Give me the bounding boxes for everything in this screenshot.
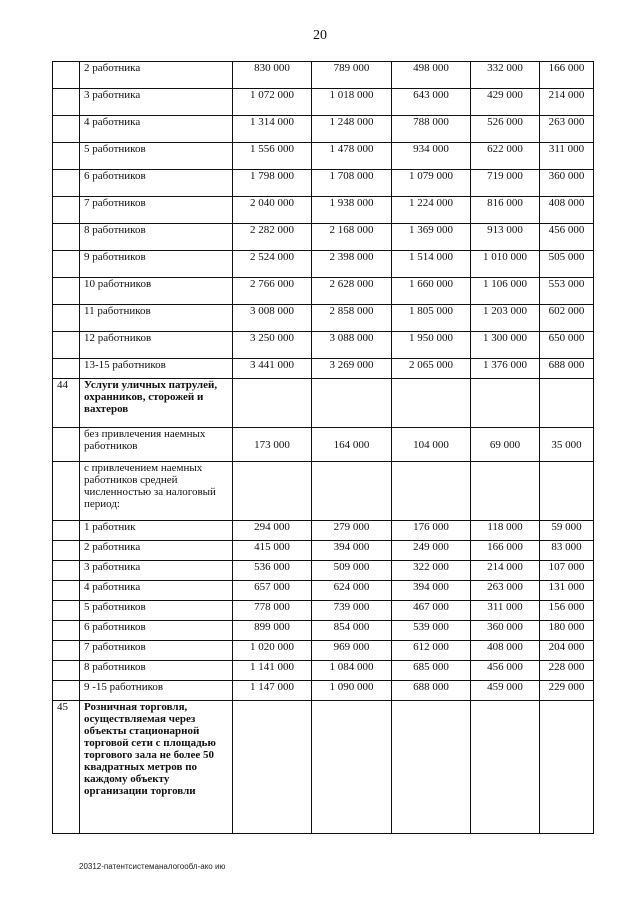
empty-cell <box>233 701 312 834</box>
value-cell: 536 000 <box>233 561 312 581</box>
row-label: 11 работников <box>80 305 233 332</box>
empty-cell <box>471 462 540 521</box>
value-cell: 173 000 <box>233 428 312 462</box>
value-cell: 83 000 <box>540 541 594 561</box>
table-row <box>53 62 594 89</box>
value-cell: 69 000 <box>471 428 540 462</box>
empty-cell <box>392 379 471 428</box>
row-label: 12 работников <box>80 332 233 359</box>
value-cell: 913 000 <box>471 224 540 251</box>
value-cell: 657 000 <box>233 581 312 601</box>
value-cell: 131 000 <box>540 581 594 601</box>
row-label: 7 работников <box>80 641 233 661</box>
table-row <box>53 197 594 224</box>
value-cell: 456 000 <box>540 224 594 251</box>
empty-cell <box>540 701 594 834</box>
item-number-cell <box>53 332 80 359</box>
item-number: 44 <box>53 379 80 428</box>
value-cell: 1 010 000 <box>471 251 540 278</box>
value-cell: 1 478 000 <box>312 143 392 170</box>
value-cell: 311 000 <box>471 601 540 621</box>
table-row <box>53 359 594 379</box>
value-cell: 176 000 <box>392 521 471 541</box>
value-cell: 854 000 <box>312 621 392 641</box>
footer-filename: 20312-патентсистеманалогообл-ако ию <box>79 862 226 871</box>
value-cell: 934 000 <box>392 143 471 170</box>
value-cell: 1 147 000 <box>233 681 312 701</box>
value-cell: 1 090 000 <box>312 681 392 701</box>
value-cell: 505 000 <box>540 251 594 278</box>
item-number-cell <box>53 428 80 462</box>
table-row <box>53 661 594 681</box>
value-cell: 360 000 <box>540 170 594 197</box>
table-row <box>53 541 594 561</box>
value-cell: 1 556 000 <box>233 143 312 170</box>
value-cell: 263 000 <box>471 581 540 601</box>
value-cell: 294 000 <box>233 521 312 541</box>
value-cell: 204 000 <box>540 641 594 661</box>
value-cell: 311 000 <box>540 143 594 170</box>
item-number-cell <box>53 621 80 641</box>
row-label: 6 работников <box>80 170 233 197</box>
value-cell: 429 000 <box>471 89 540 116</box>
value-cell: 1 018 000 <box>312 89 392 116</box>
table-row <box>53 601 594 621</box>
value-cell: 3 088 000 <box>312 332 392 359</box>
value-cell: 1 314 000 <box>233 116 312 143</box>
value-cell: 1 079 000 <box>392 170 471 197</box>
value-cell: 509 000 <box>312 561 392 581</box>
item-title: Услуги уличных патрулей, охранников, сторожей и вахтеров <box>80 379 233 428</box>
item-number-cell <box>53 359 80 379</box>
value-cell: 1 660 000 <box>392 278 471 305</box>
table-row <box>53 641 594 661</box>
value-cell: 3 269 000 <box>312 359 392 379</box>
table-row <box>53 681 594 701</box>
value-cell: 118 000 <box>471 521 540 541</box>
value-cell: 1 020 000 <box>233 641 312 661</box>
value-cell: 3 008 000 <box>233 305 312 332</box>
value-cell: 2 766 000 <box>233 278 312 305</box>
value-cell: 2 628 000 <box>312 278 392 305</box>
item-number-cell <box>53 541 80 561</box>
value-cell: 1 938 000 <box>312 197 392 224</box>
item-number-cell <box>53 251 80 278</box>
row-label: с привлечением наемных работников средней численностью за налоговый период: <box>80 462 233 521</box>
value-cell: 279 000 <box>312 521 392 541</box>
table-row <box>53 621 594 641</box>
item-number-cell <box>53 197 80 224</box>
empty-cell <box>540 379 594 428</box>
item-number-cell <box>53 89 80 116</box>
value-cell: 459 000 <box>471 681 540 701</box>
value-cell: 2 524 000 <box>233 251 312 278</box>
value-cell: 214 000 <box>471 561 540 581</box>
value-cell: 467 000 <box>392 601 471 621</box>
value-cell: 214 000 <box>540 89 594 116</box>
value-cell: 332 000 <box>471 62 540 89</box>
value-cell: 107 000 <box>540 561 594 581</box>
value-cell: 816 000 <box>471 197 540 224</box>
table-row <box>53 224 594 251</box>
value-cell: 415 000 <box>233 541 312 561</box>
item-title: Розничная торговля, осуществляемая через объекты стационарной торговой сети с площадью торгового зала не более 50 квадратных метров по каждому объекту организации торговли <box>80 701 233 834</box>
value-cell: 249 000 <box>392 541 471 561</box>
value-cell: 35 000 <box>540 428 594 462</box>
value-cell: 408 000 <box>540 197 594 224</box>
value-cell: 1 376 000 <box>471 359 540 379</box>
value-cell: 104 000 <box>392 428 471 462</box>
empty-cell <box>540 462 594 521</box>
value-cell: 1 224 000 <box>392 197 471 224</box>
value-cell: 456 000 <box>471 661 540 681</box>
empty-cell <box>312 379 392 428</box>
tax-table <box>52 61 594 834</box>
value-cell: 622 000 <box>471 143 540 170</box>
table-body <box>53 62 594 834</box>
item-number-cell <box>53 278 80 305</box>
item-number-cell <box>53 62 80 89</box>
value-cell: 3 441 000 <box>233 359 312 379</box>
value-cell: 1 950 000 <box>392 332 471 359</box>
page-number: 20 <box>313 28 327 43</box>
empty-cell <box>312 462 392 521</box>
value-cell: 1 248 000 <box>312 116 392 143</box>
value-cell: 1 805 000 <box>392 305 471 332</box>
row-label: 9 работников <box>80 251 233 278</box>
value-cell: 2 065 000 <box>392 359 471 379</box>
value-cell: 180 000 <box>540 621 594 641</box>
value-cell: 408 000 <box>471 641 540 661</box>
empty-cell <box>392 701 471 834</box>
value-cell: 788 000 <box>392 116 471 143</box>
value-cell: 394 000 <box>312 541 392 561</box>
table-row <box>53 305 594 332</box>
row-label: 8 работников <box>80 224 233 251</box>
value-cell: 539 000 <box>392 621 471 641</box>
item-number-cell <box>53 641 80 661</box>
item-number-cell <box>53 581 80 601</box>
value-cell: 789 000 <box>312 62 392 89</box>
row-label: 5 работников <box>80 143 233 170</box>
value-cell: 969 000 <box>312 641 392 661</box>
value-cell: 1 300 000 <box>471 332 540 359</box>
table-row <box>53 251 594 278</box>
value-cell: 624 000 <box>312 581 392 601</box>
value-cell: 1 072 000 <box>233 89 312 116</box>
table-row <box>53 116 594 143</box>
value-cell: 2 858 000 <box>312 305 392 332</box>
item-number-cell <box>53 521 80 541</box>
table-row <box>53 521 594 541</box>
row-label: 1 работник <box>80 521 233 541</box>
value-cell: 394 000 <box>392 581 471 601</box>
empty-cell <box>312 701 392 834</box>
value-cell: 59 000 <box>540 521 594 541</box>
value-cell: 643 000 <box>392 89 471 116</box>
value-cell: 719 000 <box>471 170 540 197</box>
item-number-cell <box>53 661 80 681</box>
table-row <box>53 143 594 170</box>
item-number-cell <box>53 462 80 521</box>
item-44-header <box>53 379 594 428</box>
value-cell: 263 000 <box>540 116 594 143</box>
empty-cell <box>392 462 471 521</box>
row-label: 3 работника <box>80 89 233 116</box>
row-label: 4 работника <box>80 116 233 143</box>
row-label: 7 работников <box>80 197 233 224</box>
table-row <box>53 428 594 462</box>
value-cell: 526 000 <box>471 116 540 143</box>
value-cell: 164 000 <box>312 428 392 462</box>
value-cell: 688 000 <box>540 359 594 379</box>
value-cell: 553 000 <box>540 278 594 305</box>
value-cell: 156 000 <box>540 601 594 621</box>
row-label: 13-15 работников <box>80 359 233 379</box>
row-label: 2 работника <box>80 541 233 561</box>
item-number-cell <box>53 305 80 332</box>
row-label: без привлечения наемных работников <box>80 428 233 462</box>
row-label: 6 работников <box>80 621 233 641</box>
value-cell: 3 250 000 <box>233 332 312 359</box>
value-cell: 228 000 <box>540 661 594 681</box>
row-label: 8 работников <box>80 661 233 681</box>
empty-cell <box>471 701 540 834</box>
empty-cell <box>471 379 540 428</box>
row-label: 4 работника <box>80 581 233 601</box>
value-cell: 899 000 <box>233 621 312 641</box>
item-number-cell <box>53 116 80 143</box>
value-cell: 322 000 <box>392 561 471 581</box>
row-label: 3 работника <box>80 561 233 581</box>
value-cell: 360 000 <box>471 621 540 641</box>
value-cell: 2 398 000 <box>312 251 392 278</box>
row-label: 9 -15 работников <box>80 681 233 701</box>
value-cell: 229 000 <box>540 681 594 701</box>
empty-cell <box>233 379 312 428</box>
row-label: 10 работников <box>80 278 233 305</box>
table-row <box>53 170 594 197</box>
table-row <box>53 278 594 305</box>
value-cell: 830 000 <box>233 62 312 89</box>
item-number-cell <box>53 681 80 701</box>
table-row <box>53 561 594 581</box>
value-cell: 612 000 <box>392 641 471 661</box>
item-number-cell <box>53 561 80 581</box>
value-cell: 1 106 000 <box>471 278 540 305</box>
item-number-cell <box>53 601 80 621</box>
item-number: 45 <box>53 701 80 834</box>
value-cell: 498 000 <box>392 62 471 89</box>
table-row <box>53 332 594 359</box>
value-cell: 650 000 <box>540 332 594 359</box>
item-number-cell <box>53 143 80 170</box>
value-cell: 1 084 000 <box>312 661 392 681</box>
value-cell: 778 000 <box>233 601 312 621</box>
value-cell: 602 000 <box>540 305 594 332</box>
row-label: 2 работника <box>80 62 233 89</box>
item-number-cell <box>53 170 80 197</box>
value-cell: 1 708 000 <box>312 170 392 197</box>
value-cell: 2 040 000 <box>233 197 312 224</box>
table-row <box>53 462 594 521</box>
value-cell: 2 282 000 <box>233 224 312 251</box>
value-cell: 166 000 <box>540 62 594 89</box>
value-cell: 1 369 000 <box>392 224 471 251</box>
value-cell: 1 141 000 <box>233 661 312 681</box>
value-cell: 739 000 <box>312 601 392 621</box>
value-cell: 1 798 000 <box>233 170 312 197</box>
value-cell: 685 000 <box>392 661 471 681</box>
table-row <box>53 89 594 116</box>
value-cell: 688 000 <box>392 681 471 701</box>
value-cell: 166 000 <box>471 541 540 561</box>
value-cell: 1 514 000 <box>392 251 471 278</box>
item-45-header <box>53 701 594 834</box>
row-label: 5 работников <box>80 601 233 621</box>
value-cell: 2 168 000 <box>312 224 392 251</box>
value-cell: 1 203 000 <box>471 305 540 332</box>
empty-cell <box>233 462 312 521</box>
table-row <box>53 581 594 601</box>
item-number-cell <box>53 224 80 251</box>
